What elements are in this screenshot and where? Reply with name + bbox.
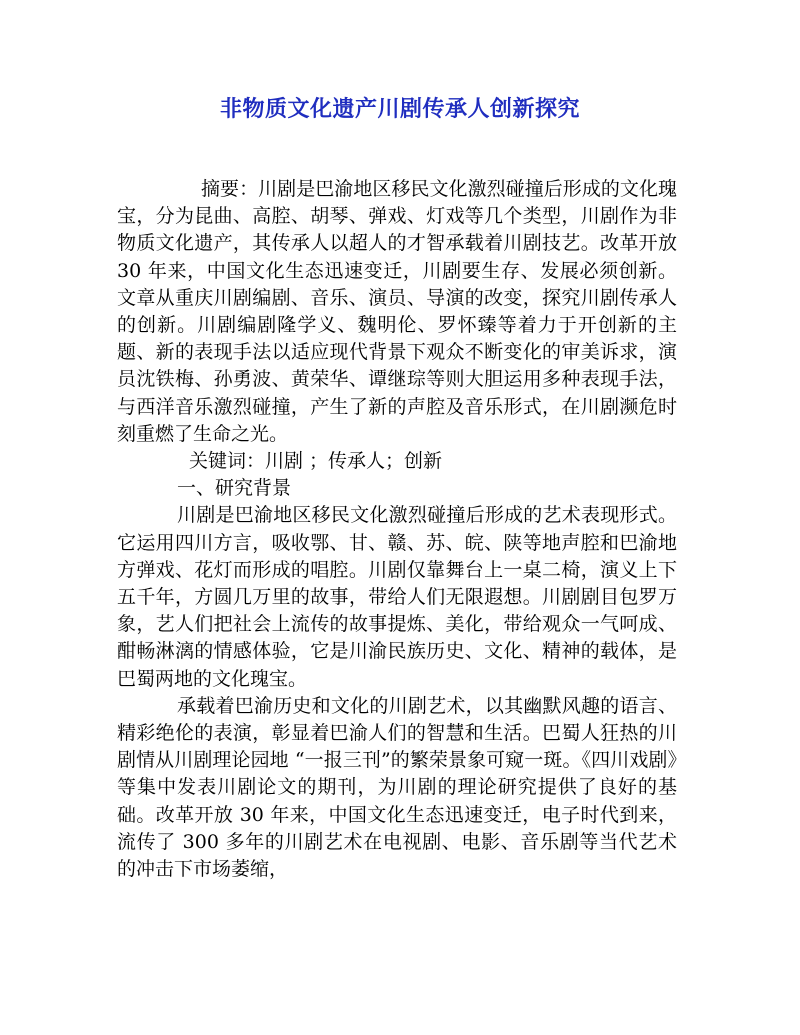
abstract-paragraph: 摘要：川剧是巴渝地区移民文化激烈碰撞后形成的文化瑰宝，分为昆曲、高腔、胡琴、弹戏、灯戏等几个类型，川剧作为非物质文化遗产，其传承人以超人的才智承载着川剧技艺。改革开放 30 年来，中国文化生态迅速变迁，川剧要生存、发展必须创新。文章从重庆川剧编剧、音乐、演员、导演的改变，探究川剧传承人的创新。川剧编剧隆学义、魏明伦、罗怀臻等着力于开创新的主题、新的表现手法以适应现代背景下观众不断变化的审美诉求，演员沈铁梅、孙勇波、黄荣华、谭继琮等则大胆运用多种表现手法，与西洋音乐激烈碰撞，产生了新的声腔及音乐形式，在川剧濒危时刻重燃了生命之光。 bbox=[117, 178, 677, 445]
section-heading: 一、研究背景 bbox=[177, 477, 292, 500]
document-title: 非物质文化遗产川剧传承人创新探究 bbox=[219, 96, 580, 122]
body-paragraph-2: 承载着巴渝历史和文化的川剧艺术，以其幽默风趣的语言、精彩绝伦的表演，彰显着巴渝人们的智慧和生活。巴蜀人狂热的川剧情从川剧理论园地 “一报三刊”的繁荣景象可窥一斑。《四川戏剧》等集中发表川剧论文的期刊，为川剧的理论研究提供了良好的基础。改革开放 30 年来，中国文化生态迅速变迁，电子时代到来，流传了 300 多年的川剧艺术在电视剧、电影、音乐剧等当代艺术的冲击下市场萎缩， bbox=[117, 694, 677, 881]
document-body bbox=[117, 176, 677, 883]
body-paragraph-1: 川剧是巴渝地区移民文化激烈碰撞后形成的艺术表现形式。它运用四川方言，吸收鄂、甘、赣、苏、皖、陕等地声腔和巴渝地方弹戏、花灯而形成的唱腔。川剧仅靠舞台上一桌二椅，演义上下五千年，方圆几万里的故事，带给人们无限遐想。川剧剧目包罗万象，艺人们把社会上流传的故事提炼、美化，带给观众一气呵成、酣畅淋漓的情感体验，它是川渝民族历史、文化、精神的载体，是巴蜀两地的文化瑰宝。 bbox=[117, 504, 677, 690]
keywords-line: 关键词：川剧 ；传承人；创新 bbox=[189, 450, 443, 473]
